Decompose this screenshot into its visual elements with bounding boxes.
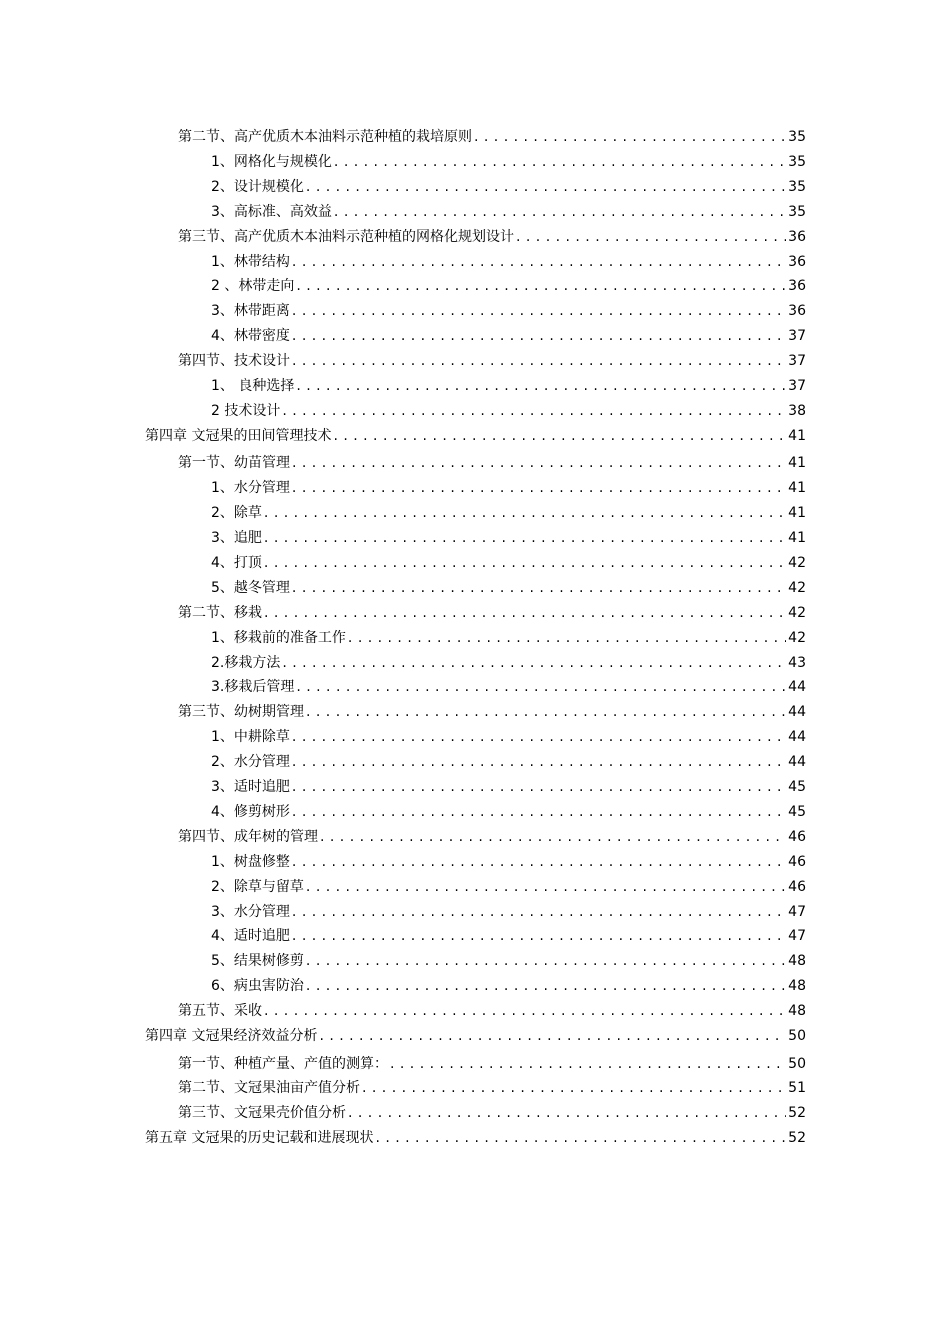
toc-dot-leader: [348, 1102, 786, 1124]
toc-entry-title: 2.移栽方法: [211, 654, 281, 671]
toc-entry[interactable]: [211, 577, 806, 599]
toc-entry[interactable]: [178, 126, 806, 148]
toc-entry[interactable]: [178, 1000, 806, 1022]
toc-entry-title: 2、水分管理: [211, 754, 290, 771]
toc-entry[interactable]: [211, 876, 806, 898]
toc-dot-leader: [334, 151, 786, 173]
toc-entry-title: 第四章 文冠果的田间管理技术: [145, 427, 332, 444]
toc-entry[interactable]: [211, 275, 806, 297]
toc-entry-title: 第三节、高产优质木本油料示范种植的网格化规划设计: [178, 228, 514, 245]
toc-entry-title: 4、打顶: [211, 554, 262, 571]
toc-entry-page-number: 48: [788, 978, 806, 995]
toc-entry-title: 1、中耕除草: [211, 729, 290, 746]
toc-dot-leader: [333, 425, 786, 447]
toc-entry-title: 第一节、幼苗管理: [178, 455, 290, 472]
toc-dot-leader: [348, 627, 786, 649]
toc-dot-leader: [320, 826, 786, 848]
toc-entry[interactable]: [178, 452, 806, 474]
toc-entry-page-number: 42: [788, 604, 806, 621]
toc-dot-leader: [306, 701, 786, 723]
toc-entry-page-number: 50: [788, 1028, 806, 1044]
toc-dot-leader: [292, 452, 786, 474]
toc-entry-title: 3、高标准、高效益: [211, 203, 332, 220]
toc-entry[interactable]: [178, 1053, 806, 1075]
toc-entry[interactable]: [145, 1127, 806, 1149]
toc-entry[interactable]: [178, 226, 806, 248]
toc-entry-title: 3、林带距离: [211, 303, 290, 320]
toc-entry-title: 第五章 文冠果的历史记载和进展现状: [145, 1130, 374, 1147]
toc-entry[interactable]: [211, 776, 806, 798]
toc-dot-leader: [292, 350, 786, 372]
toc-dot-leader: [292, 851, 786, 873]
toc-entry[interactable]: [211, 901, 806, 923]
toc-entry[interactable]: [211, 527, 806, 549]
toc-entry[interactable]: [178, 1102, 806, 1124]
toc-dot-leader: [264, 502, 786, 524]
toc-entry-page-number: 44: [788, 729, 806, 746]
toc-dot-leader: [296, 676, 786, 698]
toc-entry-title: 3、追肥: [211, 530, 262, 546]
toc-dot-leader: [292, 776, 786, 798]
toc-entry-page-number: 45: [788, 779, 806, 795]
toc-dot-leader: [296, 275, 786, 297]
toc-dot-leader: [375, 1127, 786, 1149]
toc-dot-leader: [264, 1000, 786, 1022]
toc-dot-leader: [292, 325, 786, 347]
toc-dot-leader: [292, 801, 786, 823]
toc-entry[interactable]: [211, 300, 806, 322]
toc-entry-page-number: 47: [788, 928, 806, 945]
toc-entry[interactable]: [211, 726, 806, 748]
toc-entry[interactable]: [178, 1077, 806, 1099]
toc-entry-title: 2 技术设计: [211, 402, 281, 419]
toc-entry-title: 第四节、成年树的管理: [178, 828, 318, 845]
toc-entry-title: 第三节、幼树期管理: [178, 704, 304, 721]
toc-entry-title: 1、林带结构: [211, 253, 290, 270]
toc-entry-page-number: 35: [788, 129, 806, 145]
toc-entry[interactable]: [211, 375, 806, 397]
toc-dot-leader: [292, 751, 786, 773]
toc-entry[interactable]: [211, 552, 806, 574]
toc-entry[interactable]: [211, 201, 806, 223]
toc-entry-title: 第四节、技术设计: [178, 353, 290, 370]
toc-entry[interactable]: [211, 950, 806, 972]
toc-entry-title: 第五节、采收: [178, 1003, 262, 1020]
toc-entry-title: 5、越冬管理: [211, 579, 290, 596]
toc-entry-page-number: 41: [788, 455, 806, 472]
toc-dot-leader: [292, 901, 786, 923]
toc-entry-page-number: 42: [788, 554, 806, 571]
toc-entry-page-number: 52: [788, 1130, 806, 1147]
toc-entry[interactable]: [145, 425, 806, 447]
toc-dot-leader: [282, 400, 786, 422]
toc-entry-page-number: 36: [788, 253, 806, 270]
toc-entry-page-number: 42: [788, 629, 806, 646]
toc-entry-title: 1、网格化与规模化: [211, 153, 332, 170]
toc-entry-page-number: 36: [788, 228, 806, 245]
toc-entry-page-number: 35: [788, 203, 806, 220]
toc-dot-leader: [292, 251, 786, 273]
toc-dot-leader: [264, 602, 786, 624]
toc-entry-title: 3、适时追肥: [211, 779, 290, 795]
toc-entry-page-number: 38: [788, 402, 806, 419]
toc-entry-page-number: 41: [788, 427, 806, 444]
toc-entry-page-number: 37: [788, 328, 806, 345]
toc-entry[interactable]: [211, 251, 806, 273]
toc-entry-page-number: 50: [788, 1055, 806, 1072]
toc-entry-title: 4、修剪树形: [211, 803, 290, 820]
toc-entry-page-number: 35: [788, 178, 806, 195]
toc-dot-leader: [516, 226, 786, 248]
toc-entry-title: 1、移栽前的准备工作: [211, 629, 346, 646]
toc-entry-page-number: 52: [788, 1105, 806, 1122]
toc-dot-leader: [474, 126, 786, 148]
toc-entry-title: 3、水分管理: [211, 903, 290, 920]
toc-entry[interactable]: [211, 925, 806, 947]
toc-entry-page-number: 46: [788, 878, 806, 895]
toc-entry[interactable]: [178, 826, 806, 848]
toc-entry-page-number: 51: [788, 1080, 806, 1097]
toc-dot-leader: [282, 652, 786, 674]
toc-dot-leader: [334, 201, 786, 223]
toc-entry[interactable]: [211, 975, 806, 997]
toc-dot-leader: [306, 950, 786, 972]
toc-entry-title: 4、林带密度: [211, 328, 290, 345]
toc-entry-page-number: 47: [788, 903, 806, 920]
toc-entry-title: 第一节、种植产量、产值的测算：: [178, 1055, 388, 1072]
toc-dot-leader: [390, 1053, 786, 1075]
toc-entry-title: 第二节、文冠果油亩产值分析: [178, 1080, 360, 1097]
toc-entry[interactable]: [211, 502, 806, 524]
toc-entry[interactable]: [211, 676, 806, 698]
toc-entry-page-number: 42: [788, 579, 806, 596]
toc-entry-page-number: 41: [788, 530, 806, 546]
toc-entry[interactable]: [211, 751, 806, 773]
toc-entry-title: 1、树盘修整: [211, 853, 290, 870]
toc-entry-title: 第三节、文冠果壳价值分析: [178, 1105, 346, 1122]
toc-dot-leader: [319, 1025, 786, 1047]
toc-entry-title: 第四章 文冠果经济效益分析: [145, 1028, 318, 1044]
toc-entry-title: 2、除草与留草: [211, 878, 304, 895]
toc-dot-leader: [292, 925, 786, 947]
toc-entry-page-number: 46: [788, 828, 806, 845]
toc-entry[interactable]: [178, 350, 806, 372]
toc-entry-page-number: 44: [788, 704, 806, 721]
toc-entry[interactable]: [211, 477, 806, 499]
toc-entry[interactable]: [178, 701, 806, 723]
toc-dot-leader: [292, 577, 786, 599]
toc-entry-page-number: 36: [788, 303, 806, 320]
toc-entry-title: 5、结果树修剪: [211, 953, 304, 970]
toc-entry[interactable]: [211, 627, 806, 649]
toc-entry[interactable]: [211, 176, 806, 198]
toc-entry-title: 2、设计规模化: [211, 178, 304, 195]
toc-dot-leader: [306, 975, 786, 997]
toc-entry-page-number: 43: [788, 654, 806, 671]
toc-entry[interactable]: [211, 801, 806, 823]
toc-entry[interactable]: [211, 151, 806, 173]
toc-dot-leader: [292, 300, 786, 322]
toc-dot-leader: [306, 176, 786, 198]
toc-entry-page-number: 41: [788, 505, 806, 522]
toc-entry[interactable]: [145, 1025, 806, 1047]
toc-entry-title: 6、病虫害防治: [211, 978, 304, 995]
toc-entry-title: 1、水分管理: [211, 480, 290, 497]
toc-entry-title: 4、适时追肥: [211, 928, 290, 945]
toc-entry-page-number: 45: [788, 803, 806, 820]
toc-dot-leader: [264, 552, 786, 574]
toc-entry[interactable]: [211, 325, 806, 347]
toc-dot-leader: [292, 726, 786, 748]
toc-entry-page-number: 36: [788, 278, 806, 295]
toc-entry-title: 3.移栽后管理: [211, 679, 295, 696]
toc-entry-title: 1、 良种选择: [211, 378, 295, 394]
toc-entry-page-number: 35: [788, 153, 806, 170]
toc-entry[interactable]: [211, 851, 806, 873]
toc-dot-leader: [306, 876, 786, 898]
toc-entry[interactable]: [211, 400, 806, 422]
toc-entry-page-number: 41: [788, 480, 806, 497]
toc-entry[interactable]: [178, 602, 806, 624]
toc-dot-leader: [264, 527, 786, 549]
toc-entry-page-number: 48: [788, 953, 806, 970]
toc-entry[interactable]: [211, 652, 806, 674]
toc-entry-title: 第二节、高产优质木本油料示范种植的栽培原则: [178, 129, 472, 145]
toc-dot-leader: [296, 375, 786, 397]
toc-dot-leader: [292, 477, 786, 499]
toc-entry-page-number: 44: [788, 754, 806, 771]
toc-entry-title: 第二节、移栽: [178, 604, 262, 621]
toc-entry-title: 2 、林带走向: [211, 278, 295, 295]
toc-entry-page-number: 37: [788, 353, 806, 370]
toc-dot-leader: [362, 1077, 786, 1099]
toc-entry-page-number: 46: [788, 853, 806, 870]
toc-entry-title: 2、除草: [211, 505, 262, 522]
toc-entry-page-number: 44: [788, 679, 806, 696]
toc-entry-page-number: 37: [788, 378, 806, 394]
toc-entry-page-number: 48: [788, 1003, 806, 1020]
